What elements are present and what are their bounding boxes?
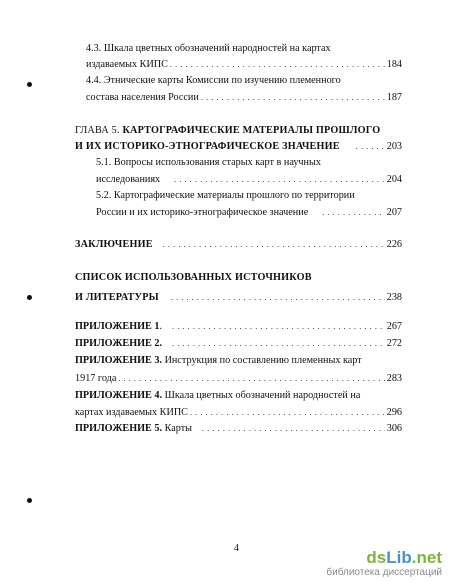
- appendix-label: ПРИЛОЖЕНИЕ 4.: [75, 390, 163, 401]
- leader-dots: [174, 174, 385, 186]
- toc-entry-text: России и их историко-этнографическое значение: [96, 207, 309, 218]
- leader-dots: [202, 423, 385, 435]
- leader-dots: [118, 373, 384, 385]
- toc-page-number: 184: [386, 59, 402, 70]
- toc-entry-5-1-line1: 5.1. Вопросы использования старых карт в научных: [96, 157, 321, 168]
- leader-dots: [171, 292, 385, 304]
- leader-dots: [163, 239, 385, 251]
- toc-entry-4-4-line1: 4.4. Этнические карты Комиссии по изучению племенного: [86, 75, 341, 86]
- toc-entry-text: И ЛИТЕРАТУРЫ: [75, 292, 159, 303]
- toc-page-number: 187: [386, 92, 402, 103]
- toc-entry-text: ПРИЛОЖЕНИЕ 2.: [75, 338, 163, 349]
- appendix-text: Шкала цветных обозначений народностей на: [162, 390, 361, 401]
- watermark-logo: dsLib.net: [366, 548, 442, 567]
- leader-dots: [356, 141, 385, 153]
- toc-entry-5-2[interactable]: [96, 207, 402, 219]
- leader-dots: [322, 207, 385, 219]
- margin-bullet: [27, 82, 32, 87]
- toc-entry-appendix-3-line1: [75, 355, 362, 367]
- toc-page-number: 296: [386, 407, 402, 418]
- appendix-label: ПРИЛОЖЕНИЕ 3.: [75, 355, 163, 366]
- page-number: 4: [234, 543, 239, 554]
- toc-page-number: 238: [386, 292, 402, 303]
- chapter-prefix: ГЛАВА 5.: [75, 125, 120, 136]
- toc-entry-chapter-5[interactable]: [75, 141, 402, 153]
- toc-entry-text: ПРИЛОЖЕНИЕ 5. Карты: [75, 423, 193, 434]
- toc-entry-sources-line1: СПИСОК ИСПОЛЬЗОВАННЫХ ИСТОЧНИКОВ: [75, 272, 312, 283]
- toc-entry-4-3[interactable]: [86, 59, 402, 71]
- toc-page-number: 226: [386, 239, 402, 250]
- toc-entry-appendix-4-line1: [75, 390, 360, 402]
- toc-entry-appendix-4[interactable]: [75, 407, 402, 419]
- toc-entry-text: ПРИЛОЖЕНИЕ 1.: [75, 321, 163, 332]
- toc-page-number: 267: [386, 321, 402, 332]
- chapter-5-title-line1: [75, 125, 380, 137]
- toc-page-number: 204: [386, 174, 402, 185]
- toc-entry-4-4[interactable]: [86, 92, 402, 104]
- margin-bullet: [27, 295, 32, 300]
- watermark[interactable]: [326, 549, 442, 578]
- toc-entry-text: состава населения России: [86, 92, 199, 103]
- leader-dots: [172, 321, 385, 333]
- toc-entry-text: издаваемых КИПС: [86, 59, 168, 70]
- toc-entry-text: исследованиях: [96, 174, 161, 185]
- toc-entry-5-2-line1: 5.2. Картографические материалы прошлого по территории: [96, 190, 355, 201]
- toc-entry-text: ЗАКЛЮЧЕНИЕ: [75, 239, 153, 250]
- toc-entry-sources[interactable]: [75, 292, 402, 304]
- toc-entry-5-1[interactable]: [96, 174, 402, 186]
- margin-bullet: [27, 498, 32, 503]
- watermark-subtitle: библиотека диссертаций: [326, 567, 442, 578]
- toc-page-number: 272: [386, 338, 402, 349]
- toc-entry-conclusion[interactable]: [75, 239, 402, 251]
- chapter-title: И ИХ ИСТОРИКО-ЭТНОГРАФИЧЕСКОЕ ЗНАЧЕНИЕ: [75, 141, 340, 152]
- leader-dots: [172, 338, 385, 350]
- toc-entry-4-3-line1: 4.3. Шкала цветных обозначений народностей на картах: [86, 43, 331, 54]
- toc-entry-appendix-3[interactable]: [75, 373, 402, 385]
- toc-page-number: 306: [386, 423, 402, 434]
- toc-entry-appendix-1[interactable]: [75, 321, 402, 333]
- leader-dots: [201, 92, 385, 104]
- toc-entry-appendix-2[interactable]: [75, 338, 402, 350]
- toc-entry-text: 1917 года: [75, 373, 117, 384]
- chapter-title: КАРТОГРАФИЧЕСКИЕ МАТЕРИАЛЫ ПРОШЛОГО: [122, 125, 381, 136]
- leader-dots: [190, 407, 385, 419]
- toc-page-number: 203: [386, 141, 402, 152]
- toc-entry-appendix-5[interactable]: [75, 423, 402, 435]
- toc-page-number: 283: [386, 373, 402, 384]
- leader-dots: [170, 59, 385, 71]
- toc-entry-text: картах издаваемых КИПС: [75, 407, 188, 418]
- toc-page-number: 207: [386, 207, 402, 218]
- appendix-text: Инструкция по составлению племенных карт: [162, 355, 362, 366]
